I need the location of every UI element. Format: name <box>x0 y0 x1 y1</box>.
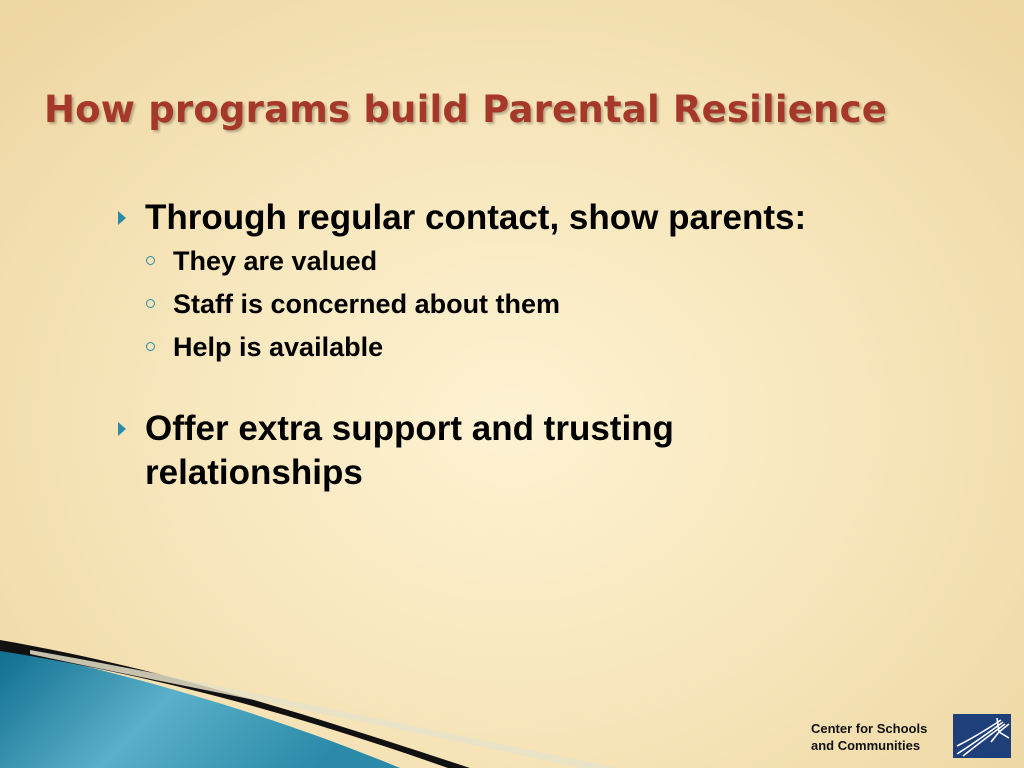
bullet-text: Through regular contact, show parents: <box>145 198 807 237</box>
sub-bullet-text: Help is available <box>173 332 384 362</box>
organization-line-1: Center for Schools <box>811 721 928 736</box>
organization-line-2: and Communities <box>811 738 921 753</box>
starburst-logo-icon <box>953 714 1011 758</box>
organization-name <box>811 720 927 754</box>
organization-logo <box>953 714 1011 758</box>
sub-bullet-text: Staff is concerned about them <box>173 289 561 319</box>
sub-bullet-text: They are valued <box>173 246 378 276</box>
slide-title: How programs build Parental Resilience <box>44 88 888 131</box>
bullet-text: Offer extra support and trusting relationships <box>145 409 674 492</box>
